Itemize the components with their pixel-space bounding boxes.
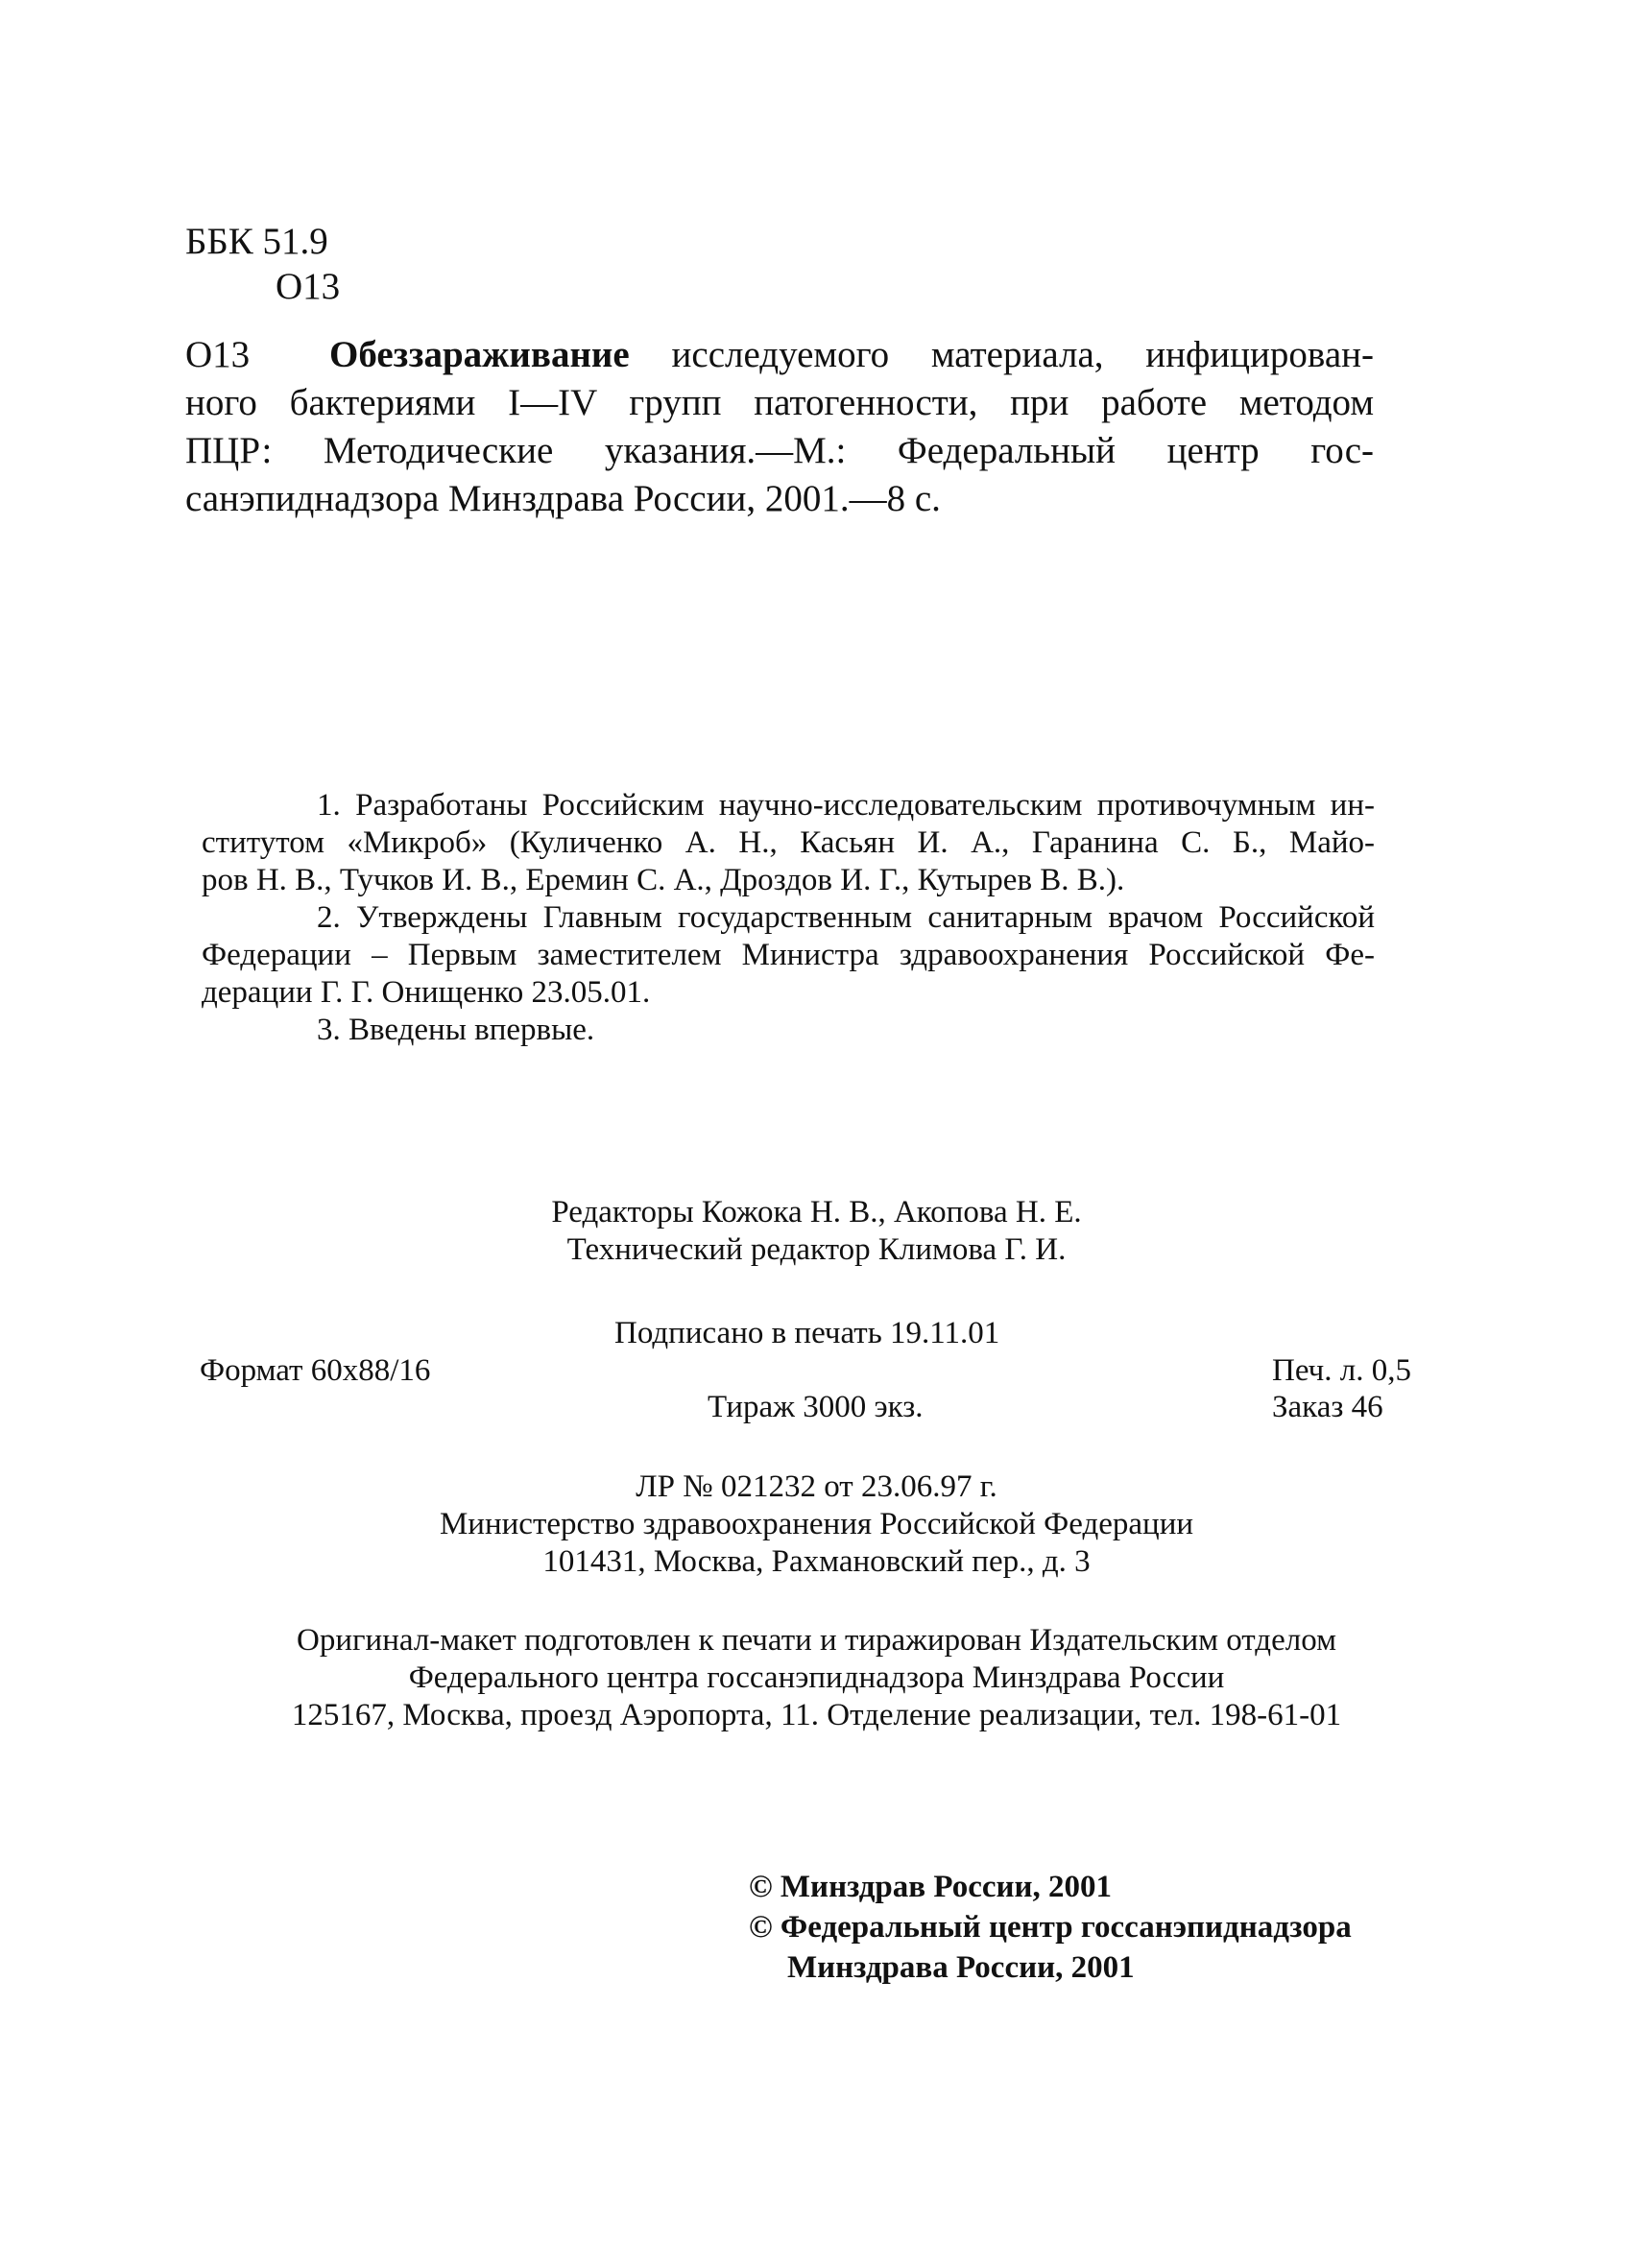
note-line: Федерации – Первым заместителем Министра здравоохранения Российской Фе- <box>202 938 1375 972</box>
signed-date: Подписано в печать 19.11.01 <box>614 1316 1000 1350</box>
print-run: Тираж 3000 экз. <box>708 1390 924 1424</box>
note-line: ститутом «Микроб» (Куличенко А. Н., Касьян И. А., Гаранина С. Б., Майо- <box>202 825 1375 860</box>
copyright-line: Минздрава России, 2001 <box>787 1950 1135 1985</box>
note-line: 2. Утверждены Главным государственным санитарным врачом Российской <box>317 900 1375 935</box>
editors-line: Редакторы Кожока Н. В., Акопова Н. Е. <box>551 1195 1082 1229</box>
note-line: дерации Г. Г. Онищенко 23.05.01. <box>202 975 651 1010</box>
publisher-block <box>0 1622 1633 1734</box>
editors-block <box>0 1194 1633 1269</box>
copyright-line: © Минздрав России, 2001 <box>749 1870 1113 1904</box>
entry-line-text: исследуемого материала, инфицирован- <box>629 334 1374 375</box>
order-number: Заказ 46 <box>1272 1390 1383 1424</box>
paper-format: Формат 60х88/16 <box>200 1353 431 1388</box>
license-line: Министерство здравоохранения Российской Федерации <box>439 1507 1194 1541</box>
publisher-line: Оригинал-макет подготовлен к печати и тиражирован Издательским отделом <box>297 1623 1336 1658</box>
development-notes <box>202 787 1375 1049</box>
copyright-line: © Федеральный центр госсанэпиднадзора <box>749 1910 1352 1945</box>
copyright-block <box>749 1867 1352 1988</box>
print-sheets: Печ. л. 0,5 <box>1272 1353 1411 1388</box>
entry-line: санэпиднадзора Минздрава России, 2001.—8 с. <box>185 478 941 519</box>
bibliographic-entry <box>185 331 1374 523</box>
license-line: ЛР № 021232 от 23.06.97 г. <box>636 1469 997 1504</box>
bbk-index: ББК 51.9 <box>185 221 328 262</box>
entry-line: ного бактериями I—IV групп патогенности, при работе методом <box>185 382 1374 423</box>
note-line: 1. Разработаны Российским научно-исследовательским противочумным ин- <box>317 788 1375 823</box>
entry-line: ПЦР: Методические указания.—М.: Федеральный центр гос- <box>185 430 1374 471</box>
license-block <box>0 1468 1633 1581</box>
note-line: ров Н. В., Тучков И. В., Еремин С. А., Дроздов И. Г., Кутырев В. В.). <box>202 863 1125 897</box>
license-line: 101431, Москва, Рахмановский пер., д. 3 <box>542 1544 1091 1579</box>
entry-code: О13 <box>185 334 251 375</box>
entry-line <box>185 331 1374 379</box>
entry-title: Обеззараживание <box>329 334 630 375</box>
note-line: 3. Введены впервые. <box>317 1013 595 1047</box>
tech-editor-line: Технический редактор Климова Г. И. <box>566 1232 1067 1267</box>
publisher-line: 125167, Москва, проезд Аэропорта, 11. Отделение реализации, тел. 198-61-01 <box>291 1698 1342 1732</box>
author-code: О13 <box>276 266 341 307</box>
publisher-line: Федерального центра госсанэпиднадзора Минздрава России <box>408 1660 1225 1695</box>
